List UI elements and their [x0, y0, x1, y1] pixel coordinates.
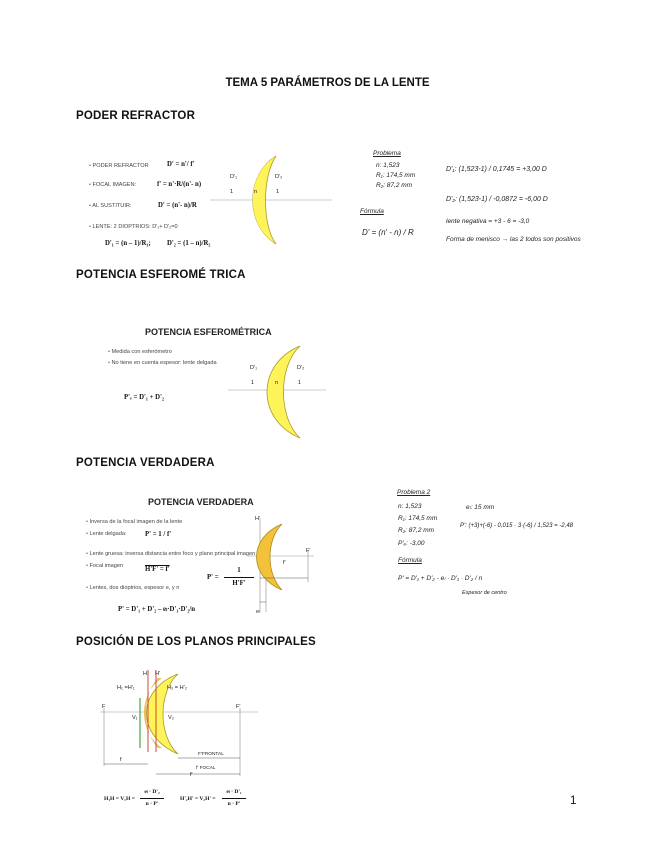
note-calc: D'₁: (1,523-1) / 0,1745 = +3,00 D: [446, 166, 547, 173]
slide-bullet: • PODER REFRACTOR: [89, 163, 149, 169]
note-line: R₁: 174,5 mm: [376, 172, 416, 179]
lens-label: n: [254, 189, 258, 195]
equation: D' = n'/ f': [167, 161, 195, 168]
plane-label: f: [120, 757, 122, 763]
equation-numerator: eₗ · D'₁: [226, 789, 242, 795]
lens-label: 1: [298, 380, 302, 386]
slide-bullet: • LENTE: 2 DIOPTRIOS: D'₁+ D'₂=0: [89, 224, 178, 230]
equation-numerator: eₗ · D'₂: [144, 789, 160, 795]
note-heading: Fórmula: [398, 557, 422, 564]
note-calc: P': (+3)+(-6) - 0,015 · 3·(-6) / 1,523 = -2,48: [460, 523, 574, 529]
equation: P' = D'₁ + D'₂ – eₗ·D'₁·D'₂/n: [118, 606, 196, 613]
note-line: Forma de menisco → las 2 todos son positivos: [446, 236, 581, 243]
equation: D' = (n'- n)/R: [158, 202, 197, 209]
section-heading-poder-refractor: PODER REFRACTOR: [76, 110, 196, 122]
lens-label: f': [283, 560, 286, 566]
lens-label: eₗ: [256, 609, 261, 615]
note-formula: D' = (n' - n) / R: [362, 228, 414, 237]
equation: H₁H = V₁H =: [104, 796, 135, 802]
note-calc: D'₂: (1,523-1) / -0,0872 = -6,00 D: [446, 196, 548, 203]
equation: P'ₑ = D'₁ + D'₂: [124, 394, 165, 401]
plane-label: F'FRONTAL: [198, 752, 224, 757]
lens-label: D'₂: [275, 174, 283, 180]
fraction-bar: [222, 798, 246, 799]
fraction-bar: [140, 798, 164, 799]
lens-label: 1: [276, 189, 280, 195]
plane-label: H': [155, 671, 161, 677]
note-heading: Problema 2: [397, 489, 431, 496]
equation: D'₂ = (1 – n)/R₂: [167, 240, 211, 247]
plane-label: V₂: [168, 715, 174, 721]
plane-label: f': [190, 772, 193, 778]
plane-label: V₁: [132, 715, 138, 721]
slide-bullet: • Lente gruesa: inversa distancia entre foco y plano principal imagen: [86, 551, 255, 557]
thick-lens-diagram: [248, 516, 318, 616]
note-formula: P' = D'₁ + D'₂ - eₗ · D'₁ · D'₂ / n: [398, 575, 483, 582]
note-line: lente negativa = +3 - 6 = -3,0: [446, 218, 530, 225]
lens-label: D'₁: [230, 174, 237, 180]
lens-label: D'₁: [250, 365, 257, 371]
section-heading-planos-principales: POSICIÓN DE LOS PLANOS PRINCIPALES: [76, 636, 316, 648]
slide-bullet: • FOCAL IMAGEN:: [89, 182, 136, 188]
equation: P' = 1 / f': [145, 531, 172, 538]
note-line: R₂: 87,2 mm: [376, 182, 413, 189]
slide-title: POTENCIA ESFEROMÉTRICA: [145, 327, 272, 337]
note-line: n: 1,523: [376, 162, 400, 169]
note-line: eₗ: 15 mm: [466, 504, 495, 511]
slide-bullet: • Lente delgada:: [86, 531, 127, 537]
note-line: n: 1,523: [398, 503, 422, 510]
plane-label: H₂ = H'₂: [167, 685, 187, 691]
meniscus-lens-diagram: [210, 152, 335, 252]
lens-label: 1: [230, 189, 234, 195]
note-line: P'ₑ: -3,00: [398, 540, 425, 547]
note-line: R₁: 174,5 mm: [398, 515, 438, 522]
slide-bullet: • AL SUSTITUIR:: [89, 203, 131, 209]
equation-denominator: H'F': [232, 580, 246, 587]
lens-label: D'₂: [297, 365, 305, 371]
lens-label: 1: [251, 380, 255, 386]
slide-bullet: • No tiene en cuenta espesor: lente delgada: [108, 360, 217, 366]
note-line: R₂: 87,2 mm: [398, 527, 435, 534]
meniscus-lens-diagram: [228, 344, 328, 440]
section-heading-potencia-verdadera: POTENCIA VERDADERA: [76, 457, 215, 469]
equation-denominator: n · P': [227, 801, 241, 807]
section-heading-potencia-esferometrica: POTENCIA ESFEROMÉ TRICA: [76, 269, 246, 281]
slide-bullet: • Focal imagen: [86, 563, 123, 569]
equation: H'₂H' = V₂H' =: [180, 796, 216, 802]
slide-bullet: • Inversa de la focal imagen de la lente: [86, 519, 182, 525]
document-title: TEMA 5 PARÁMETROS DE LA LENTE: [225, 77, 430, 89]
plane-label: F: [102, 704, 106, 710]
slide-title: POTENCIA VERDADERA: [148, 497, 254, 507]
equation: f' = n'·R/(n'- n): [157, 181, 202, 188]
equation: P' =: [207, 574, 219, 581]
equation: D'₁ = (n – 1)/R₁;: [105, 240, 151, 247]
lens-label: F': [306, 548, 311, 554]
lens-label: n: [275, 380, 279, 386]
plane-label: H: [143, 671, 148, 677]
note-line: Espesor de centro: [462, 590, 507, 596]
note-heading: Problema: [373, 150, 401, 157]
plane-label: H₁ =H'₁: [117, 685, 135, 691]
equation: H'F' = f': [145, 566, 170, 573]
lens-label: H': [255, 516, 261, 522]
slide-bullet: • Medida con esferómetro: [108, 349, 172, 355]
page-number: 1: [570, 795, 577, 807]
equation-denominator: n · P': [145, 801, 159, 807]
equation-numerator: 1: [237, 567, 241, 574]
plane-label: F': [236, 704, 241, 710]
slide-bullet: • Lentes, dos dioptrios, espesor e, y n: [86, 585, 179, 591]
note-heading: Fórmula: [360, 208, 384, 215]
plane-label: f' FOCAL: [196, 766, 216, 771]
